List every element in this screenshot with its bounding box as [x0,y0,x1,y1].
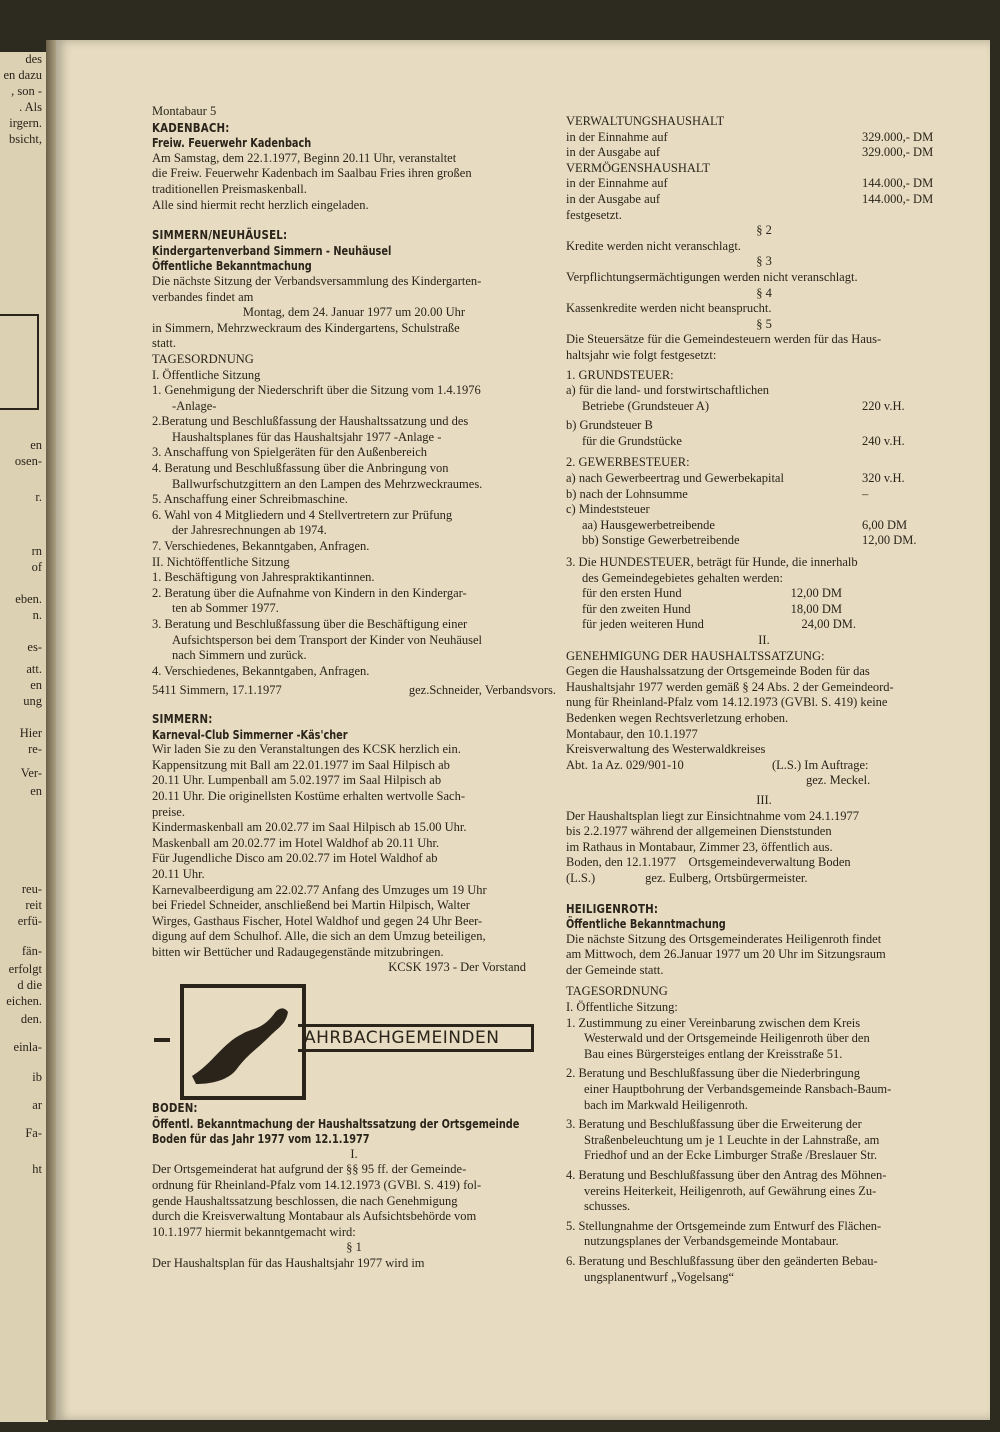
text-line: verbandes findet am [152,289,254,304]
left-page-text-fragment: Ver- [20,766,42,780]
agenda-item [566,1168,962,1215]
left-page-text-fragment: reu- [21,882,42,896]
grundsteuer-b-row [566,434,962,450]
text-line: in Simmern, Mehrzweckraum des Kindergartens, Schulstraße [152,320,460,335]
text-line: Haushaltsjahr 1977 werden gemäß § 24 Abs. 2 der Gemeindeord- [566,679,894,694]
text-line: Für Jugendliche Disco am 20.02.77 im Hotel Waldhof ab [152,851,438,866]
hund-value: 12,00 DM [790,586,842,601]
left-page-text-fragment: irgern. [9,116,42,130]
tax-value: 6,00 DM [862,517,908,532]
budget-value: 144.000,- DM [862,176,934,191]
text-line: Montabaur, den 10.1.1977 [566,726,698,741]
agenda-item: 1. Beschäftigung von Jahrespraktikantinnen. [152,570,375,585]
agenda-item-line: 6. Beratung und Beschlußfassung über den geänderten Bebau- [566,1253,878,1268]
karneval-signature: KCSK 1973 - Der Vorstand [388,960,526,975]
left-page-text-fragment: reit [25,898,42,912]
left-page-text-fragment: re- [28,742,42,756]
hund-label: für den zweiten Hund [582,601,691,616]
text-line: Am Samstag, dem 22.1.1977, Beginn 20.11 Uhr, veranstaltet [152,150,457,165]
text-line: gende Haushaltssatzung beschlossen, die nach Genehmigung [152,1193,458,1208]
paragraph-5-mark: § 5 [756,316,772,331]
text-line: der Gemeinde statt. [566,962,664,977]
genehmigung-title: GENEHMIGUNG DER HAUSHALTSSATZUNG: [566,648,825,663]
bekanntmachung-subheading: Öffentliche Bekanntmachung [152,258,312,274]
text-line: Gegen die Haushalssatzung der Ortsgemeinde Boden für das [566,664,870,679]
paragraph-1-mark: § 1 [346,1240,362,1255]
heiligenroth-agenda-title: TAGESORDNUNG [566,984,668,999]
left-page-text-fragment: en [30,678,42,692]
signature-name: gez.Schneider, Verbandsvors. [408,683,556,698]
agenda-item: Haushaltsplanes für das Haushaltsjahr 1977 -Anlage - [172,429,442,444]
hund-value: 24,00 DM. [801,617,856,632]
meeting-date-line: Montag, dem 24. Januar 1977 um 20.00 Uhr [242,305,466,320]
agenda-item-line: Westerwald und der Ortsgemeinde Heiligenroth über den [584,1031,870,1046]
heiligenroth-subheading: Öffentliche Bekanntmachung [566,916,726,932]
text-line: bei Friedel Schneider, anschließend bei Martin Hilpisch, Walter [152,898,470,913]
agenda-item-line: 4. Beratung und Beschlußfassung über den Antrag des Möhnen- [566,1168,887,1182]
signature-place-date: 5411 Simmern, 17.1.1977 [152,683,282,698]
simmern-heading: SIMMERN: [152,710,213,726]
text-line: ordnung für Rheinland-Pfalz vom 14.12.1973 (GVBl. S. 419) fol- [152,1178,482,1193]
agenda-item-line: einer Hauptbohrung der Verbandsgemeinde Ransbach-Baum- [584,1082,892,1097]
text-line: statt. [152,336,176,351]
text-line: bitten wir Bettücher und Radaugegenstände mitzubringen. [152,944,444,959]
hund-row [566,617,962,633]
festgesetzt-line: festgesetzt. [566,207,622,222]
agenda-item: Ballwurfschutzgittern an den Lampen des Mehrzweckraumes. [172,476,483,491]
kadenbach-subheading: Freiw. Feuerwehr Kadenbach [152,135,312,151]
text-line: Karnevalbeerdigung am 22.02.77 Anfang des Umzuges um 19 Uhr [152,882,487,897]
agenda-item [566,1016,962,1063]
text-line: traditionellen Preismaskenball. [152,181,307,196]
location-line: Montabaur 5 [152,104,217,118]
agenda-title: TAGESORDNUNG [152,351,254,366]
hundesteuer-line: des Gemeindegebietes gehalten werden: [582,570,783,585]
text-line: Wirges, Gasthaus Fischer, Hotel Waldhof und gegen 24 Uhr Beer- [152,913,483,928]
heiligenroth-agenda-sub: I. Öffentliche Sitzung: [566,1000,678,1015]
left-page-box [0,314,39,410]
budget-value: 144.000,- DM [862,191,934,206]
boden-subheading-1: Öffentl. Bekanntmachung der Haushaltssatzung der Ortsgemeinde [152,1115,520,1131]
grundsteuer-a-line: a) für die land- und forstwirtschaftlichen [566,383,770,398]
agenda-item: 2.Beratung und Beschlußfassung der Haushaltssatzung und des [152,414,469,429]
ahrbach-river-icon [152,984,312,1096]
agenda-item-line: Straßenbeleuchtung um je 1 Leuchte in der Lahnstraße, am [584,1132,880,1147]
budget-row [566,130,962,146]
tax-value: 220 v.H. [862,398,905,413]
agenda-item-line: Bau eines Bürgersteiges entlang der Kreisstraße 51. [584,1046,843,1061]
tax-label: b) nach der Lohnsumme [566,486,688,501]
tax-label: a) nach Gewerbeertrag und Gewerbekapital [566,471,784,486]
agenda-item: 3. Anschaffung von Spielgeräten für den Außenbereich [152,445,428,460]
hund-label: für den ersten Hund [582,586,682,601]
text-line: Bedenken wegen Rechtsverletzung erhoben. [566,710,789,725]
left-page-fragment [0,52,48,1422]
agenda-item: 4. Beratung und Beschlußfassung über die Anbringung von [152,461,449,476]
agenda-item-line: 1. Zustimmung zu einer Vereinbarung zwischen dem Kreis [566,1015,861,1030]
agenda-item [566,1117,962,1164]
grundsteuer-title: 1. GRUNDSTEUER: [566,367,674,382]
text-line: Kindermaskenball am 20.02.77 im Saal Hilpisch ab 15.00 Uhr. [152,820,467,835]
text-line: 20.11 Uhr. Die originellsten Kostüme erhalten wertvolle Sach- [152,788,466,803]
budget-label: in der Einnahme auf [566,129,668,144]
left-page-text-fragment: , son - [11,84,42,98]
text-line: Die nächste Sitzung des Ortsgemeinderates Heiligenroth findet [566,931,882,946]
agenda-item: 1. Genehmigung der Niederschrift über die Sitzung vom 1.4.1976 [152,383,481,398]
text-line: Kappensitzung mit Ball am 22.01.1977 im Saal Hilpisch ab [152,757,450,772]
agenda-item [566,1066,962,1113]
hund-label: für jeden weiteren Hund [582,617,704,632]
text-line: im Rathaus in Montabaur, Zimmer 23, öffentlich aus. [566,839,833,854]
text-line: Der Ortsgemeinderat hat aufgrund der §§ 95 ff. der Gemeinde- [152,1162,467,1177]
agenda-item: Aufsichtsperson bei dem Transport der Kinder von Neuhäusel [172,632,483,647]
agenda-item: 3. Beratung und Beschlußfassung über die Beschäftigung einer [152,617,468,631]
agenda-item-line: nutzungsplanes der Verbandsgemeinde Montabaur. [584,1234,839,1249]
tax-label: aa) Hausgewerbetreibende [582,517,715,532]
agenda-item: II. Nichtöffentliche Sitzung [152,554,290,569]
left-page-text-fragment: eben. [15,592,42,606]
text-line: digung auf dem Schulhof. Alle, die sich an dem Umzug beteiligen, [152,929,486,944]
left-page-text-fragment: att. [26,662,42,676]
agenda-item-line: 2. Beratung und Beschlußfassung über die Niederbringung [566,1066,861,1081]
agenda-item: 4. Verschiedenes, Bekanntgaben, Anfragen. [152,663,370,678]
text-line: am Mittwoch, dem 26.Januar 1977 um 20 Uhr im Sitzungsraum [566,947,886,962]
heiligenroth-intro [566,932,962,979]
gewerbesteuer-bb-row [566,533,962,549]
left-page-text-fragment: einla- [13,1040,42,1054]
left-page-text-fragment: d die [17,978,42,992]
agenda-item: 7. Verschiedenes, Bekanntgaben, Anfragen. [152,539,370,554]
agenda-item: 6. Wahl von 4 Mitgliedern und 4 Stellvertretern zur Prüfung [152,507,453,522]
hund-row [566,602,962,618]
hundesteuer-line: 3. Die HUNDESTEUER, beträgt für Hunde, die innerhalb [566,555,858,570]
tax-value: – [862,486,869,501]
paragraph-2-text: Kredite werden nicht veranschlagt. [566,238,741,253]
boden-body [152,1162,556,1240]
gewerbesteuer-b-row [566,487,962,503]
text-line: preise. [152,804,185,819]
paragraph-4-mark: § 4 [756,285,772,300]
agenda-item-line: ungsplanentwurf „Vogelsang“ [584,1269,735,1284]
grundsteuer-a-row [566,399,962,415]
paragraph-3-mark: § 3 [756,254,772,269]
text-line: Maskenball am 20.02.77 im Hotel Waldhof ab 20.11 Uhr. [152,835,440,850]
kadenbach-body [152,151,556,213]
left-page-text-fragment: . Als [19,100,42,114]
az-line: Abt. 1a Az. 029/901-10 [566,757,684,772]
agenda-item: ten ab Sommer 1977. [172,601,279,616]
tax-label: bb) Sonstige Gewerbetreibende [582,533,740,548]
boden-subheading-2: Boden für das Jahr 1977 vom 12.1.1977 [152,1131,370,1147]
left-page-text-fragment: rn [31,544,42,558]
left-page-text-fragment: of [31,560,42,574]
budget-row [566,145,962,161]
agenda-item-line: 5. Stellungnahme der Ortsgemeinde zum Entwurf des Flächen- [566,1218,882,1233]
agenda-item: 5. Anschaffung einer Schreibmaschine. [152,492,348,507]
paragraph-4-text: Kassenkredite werden nicht beansprucht. [566,301,772,316]
tax-label: Betriebe (Grundsteuer A) [582,398,710,413]
budget-row [566,176,962,192]
paragraph-5-text: haltsjahr wie folgt festgesetzt: [566,347,717,362]
left-page-text-fragment: Hier [19,726,42,740]
agenda-item: der Jahresrechnungen ab 1974. [172,523,327,538]
heiligenroth-agenda [566,1016,962,1286]
left-page-text-fragment: n. [32,608,42,622]
left-page-text-fragment: ar [32,1098,42,1112]
tax-value: 240 v.H. [862,433,905,448]
budget-label: in der Ausgabe auf [566,191,661,206]
left-page-text-fragment: fän- [21,944,42,958]
agenda-item-line: vereins Heiterkeit, Heiligenroth, auf Gewährung eines Zu- [584,1183,877,1198]
text-line: Wir laden Sie zu den Veranstaltungen des KCSK herzlich ein. [152,742,461,757]
left-page-text-fragment: erfü- [17,914,42,928]
einsichtnahme-body [566,809,962,887]
roman-three: III. [756,792,772,807]
boden-last-line: Der Haushaltsplan für das Haushaltsjahr 1977 wird im [152,1256,425,1270]
budget-label: in der Einnahme auf [566,176,668,191]
agenda-item [566,1254,962,1285]
paragraph-2-mark: § 2 [756,223,772,238]
agenda-item: -Anlage- [172,398,217,413]
ahrbach-banner-label: AHRBACHGEMEINDEN [298,1024,534,1052]
agenda-item [566,1219,962,1250]
text-line: nung für Rheinland-Pfalz vom 14.12.1973 (GVBl. S. 419) keine [566,695,888,710]
karneval-body [152,742,556,960]
left-page-text-fragment: erfolgt [8,962,42,976]
agenda-item-line: Friedhof und an der Ecke Limburger Straße /Breslauer Str. [584,1148,878,1163]
tax-value: 320 v.H. [862,471,905,486]
left-page-text-fragment: ib [32,1070,42,1084]
kindergarten-signature-row [152,683,556,699]
karneval-subheading: Karneval-Club Simmerner -Käs'cher [152,726,348,742]
simmern-neuhaeusel-heading: SIMMERN/NEUHÄUSEL: [152,227,288,243]
agenda-item: I. Öffentliche Sitzung [152,367,261,382]
left-page-text-fragment: bsicht, [9,132,42,146]
gewerbesteuer-aa-row [566,518,962,534]
roman-one: I. [350,1146,358,1161]
text-line: 10.1.1977 hiermit bekanntgemacht wird: [152,1224,356,1239]
heiligenroth-heading: HEILIGENROTH: [566,900,659,916]
left-column [152,104,556,1272]
left-page-text-fragment: r. [35,490,42,504]
text-line: Die nächste Sitzung der Verbandsversammlung des Kindergarten- [152,273,482,288]
kindergarten-agenda [152,368,556,680]
agenda-item-line: 3. Beratung und Beschlußfassung über die Erweiterung der [566,1117,862,1132]
text-line: 20.11 Uhr. [152,866,205,881]
left-page-text-fragment: eichen. [6,994,42,1008]
text-line: Alle sind hiermit recht herzlich eingeladen. [152,197,369,212]
budget-label: in der Ausgabe auf [566,145,661,160]
vermoegenshaushalt-title: VERMÖGENSHAUSHALT [566,160,710,175]
verwaltungshaushalt-title: VERWALTUNGSHAUSHALT [566,114,725,128]
text-line: Boden, den 12.1.1977 Ortsgemeindeverwaltung Boden [566,855,851,870]
text-line: 20.11 Uhr. Lumpenball am 5.02.1977 im Saal Hilpisch ab [152,773,442,788]
gewerbesteuer-c-line: c) Mindeststeuer [566,502,650,517]
paragraph-5-text: Die Steuersätze für die Gemeindesteuern werden für das Haus- [566,332,882,347]
genehmigung-body [566,664,962,758]
left-page-text-fragment: osen- [14,454,42,468]
agenda-item: 2. Beratung über die Aufnahme von Kindern in den Kindergar- [152,585,467,600]
ls-line: (L.S.) Im Auftrage: [772,757,869,772]
genehmigung-signature: gez. Meckel. [806,773,871,788]
hund-value: 18,00 DM [790,601,842,616]
budget-row [566,192,962,208]
budget-value: 329.000,- DM [862,145,934,160]
left-page-text-fragment: ung [23,694,42,708]
text-line: Kreisverwaltung des Westerwaldkreises [566,742,766,757]
agenda-item-line: schusses. [584,1199,631,1214]
left-page-text-fragment: en dazu [3,68,42,82]
left-page-text-fragment: en [30,438,42,452]
tax-label: für die Grundstücke [582,433,682,448]
left-page-text-fragment: en [30,784,42,798]
newspaper-page [56,40,990,1420]
boden-heading: BODEN: [152,1100,198,1116]
text-line: Der Haushaltsplan liegt zur Einsichtnahme vom 24.1.1977 [566,808,859,823]
text-line: durch die Kreisverwaltung Montabaur als Aufsichtsbehörde vom [152,1209,477,1224]
agenda-item-line: bach im Markwald Heiligenroth. [584,1097,748,1112]
agenda-item: nach Simmern und zurück. [172,648,307,663]
text-line: die Freiw. Feuerwehr Kadenbach im Saalbau Fries ihren großen [152,166,472,181]
hund-row [566,586,962,602]
text-line: (L.S.) gez. Eulberg, Ortsbürgermeister. [566,870,808,885]
gewerbesteuer-a-row [566,471,962,487]
kindergarten-intro [152,274,556,352]
left-page-text-fragment: den. [20,1012,42,1026]
budget-value: 329.000,- DM [862,129,934,144]
ahrbach-banner [152,984,552,1094]
grundsteuer-b-line: b) Grundsteuer B [566,418,653,433]
kadenbach-heading: KADENBACH: [152,119,230,135]
left-page-text-fragment: es- [27,640,42,654]
paragraph-3-text: Verpflichtungsermächtigungen werden nicht veranschlagt. [566,269,858,284]
tax-value: 12,00 DM. [862,533,917,548]
left-page-text-fragment: ht [32,1162,42,1176]
text-line: bis 2.2.1977 während der allgemeinen Dienststunden [566,824,832,839]
left-page-text-fragment: des [25,52,42,66]
right-column [566,114,962,1289]
roman-two: II. [758,633,770,647]
kindergarten-subheading: Kindergartenverband Simmern - Neuhäusel [152,242,392,258]
genehmigung-az-row [566,758,962,774]
left-page-text-fragment: Fa- [25,1126,42,1140]
gewerbesteuer-title: 2. GEWERBESTEUER: [566,455,690,470]
